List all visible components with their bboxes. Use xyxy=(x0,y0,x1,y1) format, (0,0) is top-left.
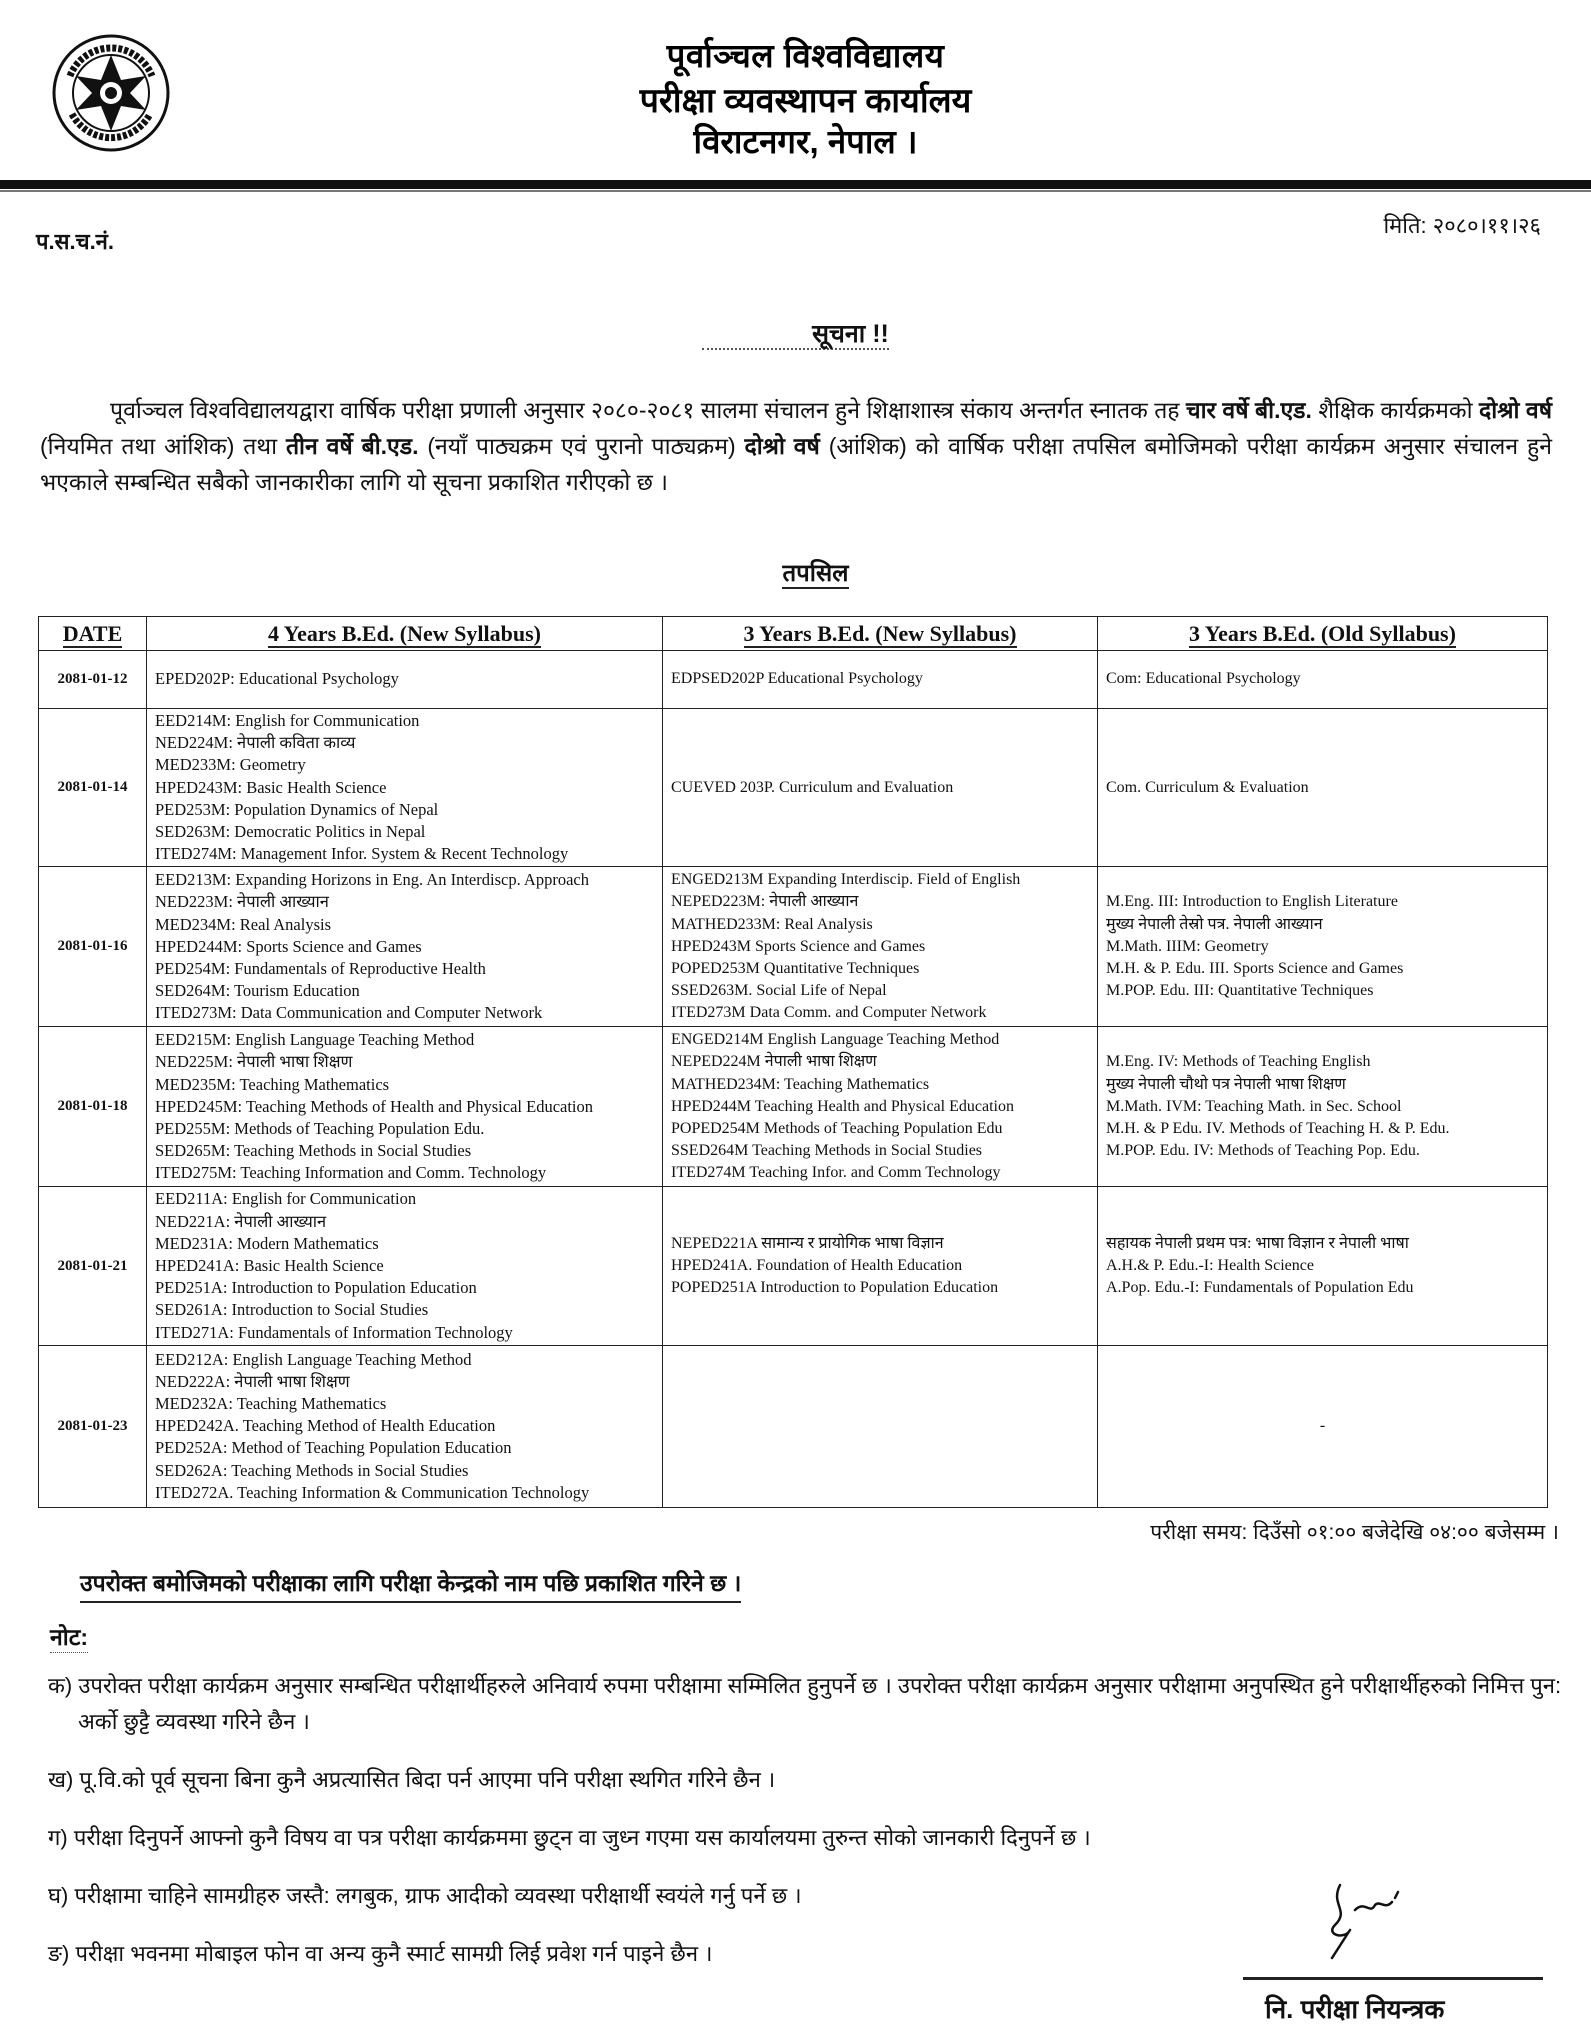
subject-line: PED252A: Method of Teaching Population Education xyxy=(155,1438,512,1458)
subjects-cell-3yr-new xyxy=(663,1187,1098,1345)
subject-line: EED215M: English Language Teaching Method xyxy=(155,1030,475,1050)
subject-line: EED212A: English Language Teaching Method xyxy=(155,1349,472,1369)
subject-line: NED223M: नेपाली आख्यान xyxy=(155,892,329,912)
subject-line: HPED241A. Foundation of Health Education xyxy=(671,1257,963,1275)
table-row xyxy=(39,867,1548,1027)
university-name: पूर्वाञ्चल विश्वविद्यालय xyxy=(666,37,945,74)
subject-line: M.Math. IVM: Teaching Math. in Sec. School xyxy=(1106,1097,1402,1115)
subject-line: EED211A: English for Communication xyxy=(155,1189,417,1209)
header-3yr-old-text: 3 Years B.Ed. (Old Syllabus) xyxy=(1189,620,1456,646)
subject-line: A.Pop. Edu.-I: Fundamentals of Population Edu xyxy=(1106,1279,1414,1297)
subject-line: M.Eng. IV: Methods of Teaching English xyxy=(1106,1053,1371,1071)
subjects-cell-3yr-old xyxy=(1098,1345,1548,1507)
exam-schedule-table xyxy=(38,616,1548,1508)
subject-line: SED262A: Teaching Methods in Social Studies xyxy=(155,1460,469,1480)
subject-line: M.H. & P Edu. IV. Methods of Teaching H. & P. Edu. xyxy=(1106,1120,1450,1138)
subject-line: HPED242A. Teaching Method of Health Education xyxy=(155,1416,496,1436)
exam-date-cell: 2081-01-21 xyxy=(39,1187,147,1345)
header-divider xyxy=(0,180,1591,189)
subject-line: EED214M: English for Communication xyxy=(155,711,420,730)
note-item: ङ) परीक्षा भवनमा मोबाइल फोन वा अन्य कुनै स्मार्ट सामग्री लिई प्रवेश गर्न पाइने छैन । xyxy=(48,1941,713,1966)
body-text: (नियमित तथा आंशिक) तथा xyxy=(40,433,286,459)
signatory-title: नि. परीक्षा नियन्त्रक xyxy=(1265,1994,1445,2024)
subject-line: POPED254M Methods of Teaching Population Edu xyxy=(671,1120,1003,1138)
subject-line: ITED273M Data Comm. and Computer Network xyxy=(671,1004,987,1022)
subjects-cell-3yr-new xyxy=(663,651,1098,709)
office-name: परीक्षा व्यवस्थापन कार्यालय xyxy=(639,82,972,120)
subjects-cell-3yr-new xyxy=(663,1345,1098,1507)
subject-line: NEPED223M: नेपाली आख्यान xyxy=(671,893,859,911)
notice-title xyxy=(0,316,1591,350)
subjects-cell-3yr-new xyxy=(663,709,1098,867)
body-text: (आंशिक) को वार्षिक परीक्षा तपसिल बमोजिमको परीक्षा कार्यक्रम अनुसार संचालन हुने भएकाले सम्बन्धित सबैको जानकारीका लागि यो सूचना प्रकाशित गरीएको छ । xyxy=(40,433,1552,495)
exam-date-cell: 2081-01-18 xyxy=(39,1027,147,1187)
subject-line: HPED241A: Basic Health Science xyxy=(155,1256,384,1276)
table-row xyxy=(39,1027,1548,1187)
subject-line: NED222A: नेपाली भाषा शिक्षण xyxy=(155,1371,350,1391)
header-divider-thin xyxy=(0,190,1591,192)
subject-line: PED254M: Fundamentals of Reproductive Health xyxy=(155,959,486,979)
subject-line: HPED244M Teaching Health and Physical Education xyxy=(671,1097,1014,1115)
header-4yr-new-text: 4 Years B.Ed. (New Syllabus) xyxy=(268,620,541,646)
header-date-text: DATE xyxy=(62,620,123,646)
subject-line: PED253M: Population Dynamics of Nepal xyxy=(155,799,439,819)
subject-line: - xyxy=(1319,1417,1326,1435)
subject-line: CUEVED 203P. Curriculum and Evaluation xyxy=(671,778,954,796)
exam-time: परीक्षा समय: दिउँसो ०१:०० बजेदेखि ०४:०० बजेसम्म । xyxy=(1150,1521,1559,1544)
header-3yr-new-text: 3 Years B.Ed. (New Syllabus) xyxy=(743,620,1017,646)
body-text: शैक्षिक कार्यक्रमको xyxy=(1311,397,1480,423)
subject-line: SSED263M. Social Life of Nepal xyxy=(671,982,887,1000)
subjects-cell-3yr-new xyxy=(663,1027,1098,1187)
subject-line: M.Eng. III: Introduction to English Literature xyxy=(1106,893,1398,911)
subject-line: M.POP. Edu. III: Quantitative Techniques xyxy=(1106,982,1374,1000)
exam-date-cell: 2081-01-14 xyxy=(39,709,147,867)
subjects-cell-3yr-new xyxy=(663,867,1098,1027)
subject-line: ITED274M Teaching Infor. and Comm Technology xyxy=(671,1164,1001,1182)
subject-line: ENGED213M Expanding Interdiscip. Field of English xyxy=(671,871,1021,889)
table-row xyxy=(39,1187,1548,1345)
subjects-cell-4yr-new xyxy=(147,709,663,867)
body-emphasis: दोश्रो वर्ष xyxy=(744,433,820,459)
signature-line xyxy=(1243,1977,1543,1980)
subject-line: PED255M: Methods of Teaching Population Edu. xyxy=(155,1119,485,1139)
subject-line: M.H. & P. Edu. III. Sports Science and Games xyxy=(1106,960,1404,978)
subject-line: MED233M: Geometry xyxy=(155,755,306,775)
reference-number-label: प.स.च.नं. xyxy=(36,229,114,254)
exam-date-cell: 2081-01-23 xyxy=(39,1345,147,1507)
subject-line: SSED264M Teaching Methods in Social Studies xyxy=(671,1142,983,1160)
subject-line: HPED244M: Sports Science and Games xyxy=(155,936,422,956)
subject-line: MED231A: Modern Mathematics xyxy=(155,1233,379,1253)
body-emphasis: तीन वर्षे बी.एड. xyxy=(285,433,419,459)
schedule-heading xyxy=(0,556,1591,589)
subjects-cell-3yr-old xyxy=(1098,867,1548,1027)
subject-line: SED263M: Democratic Politics in Nepal xyxy=(155,822,426,842)
note-item: क) उपरोक्त परीक्षा कार्यक्रम अनुसार सम्बन्धित परीक्षार्थीहरुले अनिवार्य रुपमा परीक्षामा सम्मिलित हुनुपर्ने छ । उपरोक्त परीक्षा कार्यक्रम अनुसार परीक्षामा अनुपस्थित हुने परीक्षार्थीहरुको निमित्त पुन: अर्को छुट्टै व्यवस्था गरिने छैन । xyxy=(48,1673,1562,1734)
subject-line: M.POP. Edu. IV: Methods of Teaching Pop. Edu. xyxy=(1106,1142,1420,1160)
subject-line: ITED273M: Data Communication and Computer Network xyxy=(155,1003,543,1023)
subject-line: EED213M: Expanding Horizons in Eng. An Interdiscp. Approach xyxy=(155,870,589,890)
subjects-cell-4yr-new xyxy=(147,1187,663,1345)
body-text: पूर्वाञ्चल विश्वविद्यालयद्वारा वार्षिक परीक्षा प्रणाली अनुसार २०८०-२०८१ सालमा संचालन हुने शिक्षाशास्त्र संकाय अन्तर्गत स्नातक तह xyxy=(110,397,1186,423)
note-item: ख) पू.वि.को पूर्व सूचना बिना कुनै अप्रत्यासित बिदा पर्न आएमा पनि परीक्षा स्थगित गरिने छैन । xyxy=(48,1767,776,1792)
subject-line: MED235M: Teaching Mathematics xyxy=(155,1074,390,1094)
subject-line: Com: Educational Psychology xyxy=(1106,670,1301,688)
date-value: २०८०।११।२६ xyxy=(1432,213,1541,238)
subject-line: NED224M: नेपाली कविता काव्य xyxy=(155,733,356,753)
subjects-cell-3yr-old xyxy=(1098,1187,1548,1345)
subject-line: Com. Curriculum & Evaluation xyxy=(1106,778,1309,796)
header-3yr-new xyxy=(663,617,1098,651)
table-row xyxy=(39,709,1548,867)
subject-line: SED264M: Tourism Education xyxy=(155,981,360,1001)
table-row xyxy=(39,1345,1548,1507)
signature-mark xyxy=(1320,1880,1410,1960)
notice-title-text: सूचना !! xyxy=(702,320,889,350)
subject-line: NEPED221A सामान्य र प्रायोगिक भाषा विज्ञान xyxy=(671,1234,944,1252)
schedule-heading-text: तपसिल xyxy=(782,560,849,587)
subject-line: NED225M: नेपाली भाषा शिक्षण xyxy=(155,1052,353,1072)
subject-line: PED251A: Introduction to Population Education xyxy=(155,1278,477,1298)
subject-line: MED232A: Teaching Mathematics xyxy=(155,1394,387,1414)
subject-line: HPED243M: Basic Health Science xyxy=(155,777,387,797)
note-item: ग) परीक्षा दिनुपर्ने आफ्नो कुनै विषय वा पत्र परीक्षा कार्यक्रममा छुट्न वा जुध्न गएमा यस कार्यालयमा तुरुन्त सोको जानकारी दिनुपर्ने छ । xyxy=(48,1825,1091,1850)
subject-line: M.Math. IIIM: Geometry xyxy=(1106,937,1269,955)
subject-line: ITED272A. Teaching Information & Communication Technology xyxy=(155,1482,590,1502)
issue-date xyxy=(1383,210,1541,240)
subject-line: मुख्य नेपाली चौथो पत्र नेपाली भाषा शिक्षण xyxy=(1106,1075,1346,1093)
subjects-cell-3yr-old xyxy=(1098,1027,1548,1187)
subjects-cell-4yr-new xyxy=(147,867,663,1027)
subjects-cell-3yr-old xyxy=(1098,651,1548,709)
notes-label: नोट: xyxy=(50,1620,88,1653)
subject-line: HPED245M: Teaching Methods of Health and Physical Education xyxy=(155,1096,594,1116)
table-header-row xyxy=(39,617,1548,651)
table-body xyxy=(39,651,1548,1508)
subject-line: मुख्य नेपाली तेस्रो पत्र. नेपाली आख्यान xyxy=(1106,915,1323,933)
subject-line: ENGED214M English Language Teaching Method xyxy=(671,1031,1000,1049)
subjects-cell-4yr-new xyxy=(147,1027,663,1187)
subject-line: ITED274M: Management Infor. System & Recent Technology xyxy=(155,844,569,864)
subject-line: ITED275M: Teaching Information and Comm. Technology xyxy=(155,1163,547,1183)
body-emphasis: चार वर्षे बी.एड. xyxy=(1186,397,1312,423)
subjects-cell-4yr-new xyxy=(147,651,663,709)
body-text: (नयाँ पाठ्यक्रम एवं पुरानो पाठ्यक्रम) xyxy=(418,433,745,459)
date-label: मिति: xyxy=(1383,213,1427,238)
subject-line: SED261A: Introduction to Social Studies xyxy=(155,1300,429,1320)
subject-line: सहायक नेपाली प्रथम पत्र: भाषा विज्ञान र नेपाली भाषा xyxy=(1106,1234,1409,1252)
table-row xyxy=(39,651,1548,709)
notice-body xyxy=(40,392,1552,500)
subjects-cell-4yr-new xyxy=(147,1345,663,1507)
subject-line: EDPSED202P Educational Psychology xyxy=(671,670,923,688)
exam-center-notice: उपरोक्त बमोजिमको परीक्षाका लागि परीक्षा केन्द्रको नाम पछि प्रकाशित गरिने छ । xyxy=(80,1566,741,1603)
subject-line: HPED243M Sports Science and Games xyxy=(671,937,926,955)
subject-line: EPED202P: Educational Psychology xyxy=(155,669,399,689)
subject-line: A.H.& P. Edu.-I: Health Science xyxy=(1106,1257,1314,1275)
office-location: विराटनगर, नेपाल । xyxy=(693,123,918,160)
subject-line: SED265M: Teaching Methods in Social Studies xyxy=(155,1141,472,1161)
subject-line: NED221A: नेपाली आख्यान xyxy=(155,1211,327,1231)
exam-date-cell: 2081-01-16 xyxy=(39,867,147,1027)
subject-line: POPED251A Introduction to Population Education xyxy=(671,1279,999,1297)
header-date xyxy=(39,617,147,651)
note-item: घ) परीक्षामा चाहिने सामग्रीहरु जस्तै: लगबुक, ग्राफ आदीको व्यवस्था परीक्षार्थी स्वयंले गर्नु पर्ने छ । xyxy=(48,1883,802,1908)
subject-line: POPED253M Quantitative Techniques xyxy=(671,960,920,978)
subject-line: MATHED233M: Real Analysis xyxy=(671,915,873,933)
exam-date-cell: 2081-01-12 xyxy=(39,651,147,709)
subject-line: NEPED224M नेपाली भाषा शिक्षण xyxy=(671,1053,877,1071)
header-3yr-old xyxy=(1098,617,1548,651)
subject-line: ITED271A: Fundamentals of Information Technology xyxy=(155,1322,513,1342)
header-4yr-new xyxy=(147,617,663,651)
subject-line: MATHED234M: Teaching Mathematics xyxy=(671,1075,930,1093)
subjects-cell-3yr-old xyxy=(1098,709,1548,867)
body-emphasis: दोश्रो वर्ष xyxy=(1479,397,1552,423)
subject-line: MED234M: Real Analysis xyxy=(155,914,331,934)
